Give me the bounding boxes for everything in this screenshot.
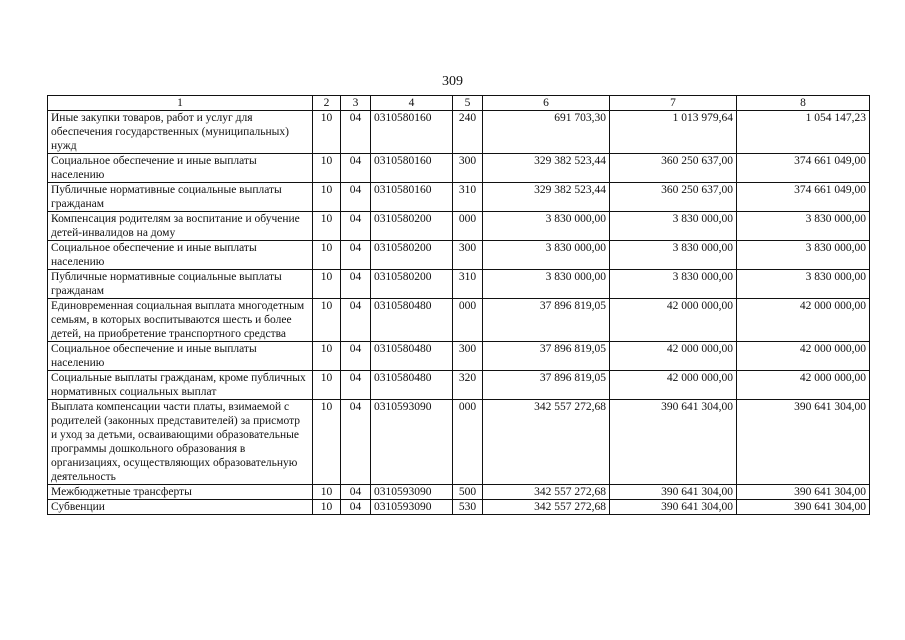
expense-type-cell: 310 xyxy=(453,270,483,299)
amount-col6-cell: 342 557 272,68 xyxy=(483,485,610,500)
amount-col7-cell: 1 013 979,64 xyxy=(610,111,737,154)
subsection-code-cell: 04 xyxy=(341,154,371,183)
amount-col7-cell: 390 641 304,00 xyxy=(610,400,737,485)
row-name-cell: Социальные выплаты гражданам, кроме публичных нормативных социальных выплат xyxy=(48,371,313,400)
amount-col7-cell: 390 641 304,00 xyxy=(610,485,737,500)
row-name-cell: Социальное обеспечение и иные выплаты населению xyxy=(48,154,313,183)
amount-col6-cell: 37 896 819,05 xyxy=(483,371,610,400)
expense-type-cell: 300 xyxy=(453,241,483,270)
column-header: 8 xyxy=(737,96,870,111)
row-name-cell: Субвенции xyxy=(48,500,313,515)
table-row xyxy=(48,371,870,400)
table-row xyxy=(48,154,870,183)
amount-col8-cell: 42 000 000,00 xyxy=(737,371,870,400)
amount-col6-cell: 329 382 523,44 xyxy=(483,154,610,183)
subsection-code-cell: 04 xyxy=(341,342,371,371)
amount-col7-cell: 360 250 637,00 xyxy=(610,183,737,212)
subsection-code-cell: 04 xyxy=(341,270,371,299)
section-code-cell: 10 xyxy=(313,183,341,212)
table-row xyxy=(48,485,870,500)
subsection-code-cell: 04 xyxy=(341,212,371,241)
column-header: 6 xyxy=(483,96,610,111)
table-row xyxy=(48,183,870,212)
subsection-code-cell: 04 xyxy=(341,183,371,212)
row-name-cell: Иные закупки товаров, работ и услуг для обеспечения государственных (муниципальных) нужд xyxy=(48,111,313,154)
amount-col6-cell: 3 830 000,00 xyxy=(483,241,610,270)
expense-type-cell: 300 xyxy=(453,154,483,183)
table-row xyxy=(48,500,870,515)
expense-type-cell: 320 xyxy=(453,371,483,400)
amount-col8-cell: 390 641 304,00 xyxy=(737,400,870,485)
table-row xyxy=(48,400,870,485)
target-article-cell: 0310593090 xyxy=(371,400,453,485)
amount-col8-cell: 42 000 000,00 xyxy=(737,299,870,342)
subsection-code-cell: 04 xyxy=(341,111,371,154)
row-name-cell: Единовременная социальная выплата многодетным семьям, в которых воспитываются шесть и более детей, на приобретение транспортного средства xyxy=(48,299,313,342)
subsection-code-cell: 04 xyxy=(341,400,371,485)
subsection-code-cell: 04 xyxy=(341,371,371,400)
column-header: 3 xyxy=(341,96,371,111)
amount-col6-cell: 3 830 000,00 xyxy=(483,212,610,241)
amount-col8-cell: 3 830 000,00 xyxy=(737,241,870,270)
amount-col6-cell: 3 830 000,00 xyxy=(483,270,610,299)
page-number: 309 xyxy=(442,74,463,89)
table-row xyxy=(48,299,870,342)
section-code-cell: 10 xyxy=(313,212,341,241)
expense-type-cell: 300 xyxy=(453,342,483,371)
column-header: 5 xyxy=(453,96,483,111)
amount-col8-cell: 3 830 000,00 xyxy=(737,212,870,241)
amount-col7-cell: 390 641 304,00 xyxy=(610,500,737,515)
expense-type-cell: 530 xyxy=(453,500,483,515)
column-header: 7 xyxy=(610,96,737,111)
amount-col7-cell: 3 830 000,00 xyxy=(610,270,737,299)
amount-col7-cell: 42 000 000,00 xyxy=(610,299,737,342)
target-article-cell: 0310580160 xyxy=(371,154,453,183)
table-row xyxy=(48,111,870,154)
section-code-cell: 10 xyxy=(313,111,341,154)
subsection-code-cell: 04 xyxy=(341,299,371,342)
amount-col6-cell: 329 382 523,44 xyxy=(483,183,610,212)
amount-col8-cell: 390 641 304,00 xyxy=(737,485,870,500)
expense-type-cell: 000 xyxy=(453,212,483,241)
table-row xyxy=(48,342,870,371)
row-name-cell: Публичные нормативные социальные выплаты гражданам xyxy=(48,270,313,299)
amount-col7-cell: 360 250 637,00 xyxy=(610,154,737,183)
section-code-cell: 10 xyxy=(313,400,341,485)
target-article-cell: 0310580200 xyxy=(371,270,453,299)
subsection-code-cell: 04 xyxy=(341,485,371,500)
expense-type-cell: 240 xyxy=(453,111,483,154)
section-code-cell: 10 xyxy=(313,342,341,371)
section-code-cell: 10 xyxy=(313,241,341,270)
amount-col8-cell: 374 661 049,00 xyxy=(737,154,870,183)
subsection-code-cell: 04 xyxy=(341,241,371,270)
amount-col8-cell: 42 000 000,00 xyxy=(737,342,870,371)
table-row xyxy=(48,212,870,241)
target-article-cell: 0310593090 xyxy=(371,500,453,515)
column-header: 1 xyxy=(48,96,313,111)
section-code-cell: 10 xyxy=(313,485,341,500)
target-article-cell: 0310580160 xyxy=(371,111,453,154)
target-article-cell: 0310580480 xyxy=(371,342,453,371)
amount-col8-cell: 390 641 304,00 xyxy=(737,500,870,515)
amount-col8-cell: 1 054 147,23 xyxy=(737,111,870,154)
expense-type-cell: 000 xyxy=(453,299,483,342)
row-name-cell: Межбюджетные трансферты xyxy=(48,485,313,500)
row-name-cell: Выплата компенсации части платы, взимаемой с родителей (законных представителей) за присмотр и уход за детьми, осваивающими образовательные программы дошкольного образования в организациях, осуществляющих образовательную деятельность xyxy=(48,400,313,485)
expense-type-cell: 500 xyxy=(453,485,483,500)
amount-col6-cell: 342 557 272,68 xyxy=(483,500,610,515)
subsection-code-cell: 04 xyxy=(341,500,371,515)
target-article-cell: 0310580480 xyxy=(371,371,453,400)
target-article-cell: 0310580200 xyxy=(371,212,453,241)
table-row xyxy=(48,270,870,299)
section-code-cell: 10 xyxy=(313,500,341,515)
row-name-cell: Компенсация родителям за воспитание и обучение детей-инвалидов на дому xyxy=(48,212,313,241)
amount-col7-cell: 3 830 000,00 xyxy=(610,212,737,241)
amount-col6-cell: 342 557 272,68 xyxy=(483,400,610,485)
amount-col7-cell: 42 000 000,00 xyxy=(610,371,737,400)
amount-col8-cell: 374 661 049,00 xyxy=(737,183,870,212)
budget-table xyxy=(47,95,870,515)
amount-col6-cell: 691 703,30 xyxy=(483,111,610,154)
expense-type-cell: 000 xyxy=(453,400,483,485)
target-article-cell: 0310593090 xyxy=(371,485,453,500)
target-article-cell: 0310580160 xyxy=(371,183,453,212)
section-code-cell: 10 xyxy=(313,371,341,400)
section-code-cell: 10 xyxy=(313,299,341,342)
expense-type-cell: 310 xyxy=(453,183,483,212)
row-name-cell: Социальное обеспечение и иные выплаты населению xyxy=(48,342,313,371)
table-header-row xyxy=(48,96,870,111)
amount-col7-cell: 3 830 000,00 xyxy=(610,241,737,270)
column-header: 4 xyxy=(371,96,453,111)
amount-col6-cell: 37 896 819,05 xyxy=(483,342,610,371)
section-code-cell: 10 xyxy=(313,270,341,299)
row-name-cell: Публичные нормативные социальные выплаты гражданам xyxy=(48,183,313,212)
target-article-cell: 0310580200 xyxy=(371,241,453,270)
table-row xyxy=(48,241,870,270)
row-name-cell: Социальное обеспечение и иные выплаты населению xyxy=(48,241,313,270)
amount-col6-cell: 37 896 819,05 xyxy=(483,299,610,342)
amount-col8-cell: 3 830 000,00 xyxy=(737,270,870,299)
target-article-cell: 0310580480 xyxy=(371,299,453,342)
column-header: 2 xyxy=(313,96,341,111)
amount-col7-cell: 42 000 000,00 xyxy=(610,342,737,371)
section-code-cell: 10 xyxy=(313,154,341,183)
